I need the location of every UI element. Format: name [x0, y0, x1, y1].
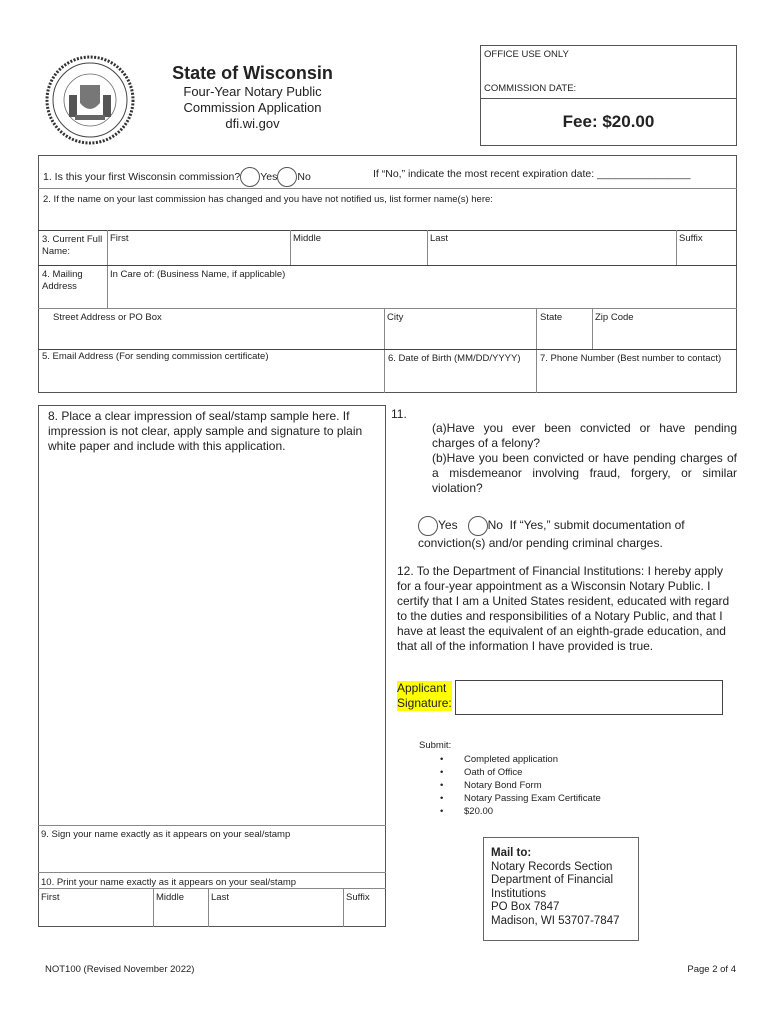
bullet-icon: •: [440, 780, 444, 791]
state-seal-logo: [45, 55, 135, 145]
seal-instructions: 8. Place a clear impression of seal/stamp sample here. If impression is not clear, apply sample and signature to plain white paper and include with this application.: [48, 409, 363, 453]
date-of-birth-field[interactable]: 6. Date of Birth (MM/DD/YYYY): [388, 353, 521, 364]
submit-item: [440, 805, 601, 818]
mail-address-line: Department of Financial: [491, 874, 614, 886]
website: dfi.wi.gov: [225, 116, 280, 131]
page-number: Page 2 of 4: [687, 964, 736, 975]
former-names-field[interactable]: 2. If the name on your last commission has changed and you have not notified us, list former name(s) here:: [43, 194, 493, 205]
q1-label: 1. Is this your first Wisconsin commission?: [43, 170, 241, 183]
office-use-box: [480, 45, 737, 146]
last-name-field[interactable]: Last: [430, 233, 448, 244]
mail-address-line: Institutions: [491, 887, 546, 900]
street-address-field[interactable]: Street Address or PO Box: [53, 312, 162, 323]
form-subtitle: Four-Year Notary Public: [183, 84, 322, 99]
signature-on-seal-field[interactable]: 9. Sign your name exactly as it appears on your seal/stamp: [41, 829, 291, 840]
bullet-icon: •: [440, 793, 444, 804]
printed-last-name-field[interactable]: Last: [211, 892, 229, 903]
submit-item: [440, 792, 601, 805]
q11-misdemeanor-question: (b)Have you been convicted or have pending charges of a misdemeanor involving fraud, forgery, or similar violation?: [432, 451, 737, 495]
submit-item-label: Notary Bond Form: [464, 780, 542, 791]
bullet-icon: •: [440, 806, 444, 817]
state-field[interactable]: State: [540, 312, 563, 323]
mail-to-title: Mail to:: [491, 847, 532, 859]
phone-number-field[interactable]: 7. Phone Number (Best number to contact): [540, 353, 722, 364]
zip-code-field[interactable]: Zip Code: [595, 312, 634, 323]
submit-item: [440, 753, 601, 766]
no-label: No: [297, 170, 311, 183]
certification-statement: 12. To the Department of Financial Institutions: I hereby apply for a four-year appointment as a Wisconsin Notary Public. I certify that I am a United States resident, educated with regard to the duties and responsibilities of a Notary Public, and that I have at least the equivalent of an eighth-grade education, and that all of the information I have provided is true.: [397, 564, 730, 653]
applicant-signature-field[interactable]: [455, 680, 723, 715]
bullet-icon: •: [440, 767, 444, 778]
fee-label: Fee: $20.00: [562, 112, 655, 131]
middle-name-field[interactable]: Middle: [293, 233, 321, 244]
first-name-field[interactable]: First: [110, 233, 129, 244]
form-number: NOT100 (Revised November 2022): [45, 964, 195, 975]
mail-address-line: PO Box 7847: [491, 901, 560, 913]
q1-first-commission: [43, 167, 311, 187]
care-of-field[interactable]: In Care of: (Business Name, if applicable): [110, 269, 286, 280]
printed-middle-name-field[interactable]: Middle: [156, 892, 184, 903]
mail-address-line: Notary Records Section: [491, 860, 613, 873]
full-name-label: 3. Current Full Name:: [42, 234, 103, 257]
submit-item-label: Completed application: [464, 754, 559, 765]
submit-item-label: Oath of Office: [464, 767, 523, 778]
bullet-icon: •: [440, 754, 444, 765]
printed-suffix-field[interactable]: Suffix: [346, 892, 370, 903]
page-title: State of Wisconsin: [172, 63, 333, 83]
seal-impression-box[interactable]: [38, 405, 386, 927]
signature-label-line: Signature:: [397, 696, 452, 710]
commission-date-label: COMMISSION DATE:: [484, 83, 577, 94]
q1-no-radio[interactable]: [277, 167, 297, 187]
no-label: No: [487, 518, 503, 533]
mailing-address-label: 4. Mailing Address: [42, 269, 83, 292]
submit-item-label: $20.00: [464, 806, 494, 817]
submit-item: [440, 779, 601, 792]
office-use-label: OFFICE USE ONLY: [484, 49, 569, 60]
suffix-field[interactable]: Suffix: [679, 233, 703, 244]
q11-note: If “Yes,” submit documentation of conviction(s) and/or pending criminal charges.: [418, 518, 685, 550]
submit-label: Submit:: [419, 740, 452, 751]
expiration-date-field[interactable]: If “No,” indicate the most recent expiration date: ________________: [373, 168, 691, 180]
q11-yes-radio[interactable]: [418, 516, 438, 536]
submit-item: [440, 766, 601, 779]
signature-label: [397, 681, 452, 711]
signature-label-line: Applicant: [397, 681, 447, 695]
yes-label: Yes: [260, 170, 278, 183]
email-field[interactable]: 5. Email Address (For sending commission certificate): [42, 351, 269, 362]
q11-felony-question: (a)Have you ever been convicted or have pending charges of a felony?: [432, 421, 737, 450]
city-field[interactable]: City: [387, 312, 404, 323]
form-subtitle: Commission Application: [183, 100, 322, 115]
submit-item-label: Notary Passing Exam Certificate: [464, 793, 601, 804]
q1-yes-radio[interactable]: [240, 167, 260, 187]
yes-label: Yes: [438, 518, 458, 533]
mail-address-line: Madison, WI 53707-7847: [491, 914, 620, 927]
printed-first-name-field[interactable]: First: [41, 892, 60, 903]
mail-to-box: [483, 837, 639, 941]
q11-number: 11.: [391, 407, 407, 421]
submit-checklist: [440, 753, 601, 818]
printed-name-label: 10. Print your name exactly as it appears on your seal/stamp: [41, 877, 297, 888]
q11-no-radio[interactable]: [468, 516, 488, 536]
